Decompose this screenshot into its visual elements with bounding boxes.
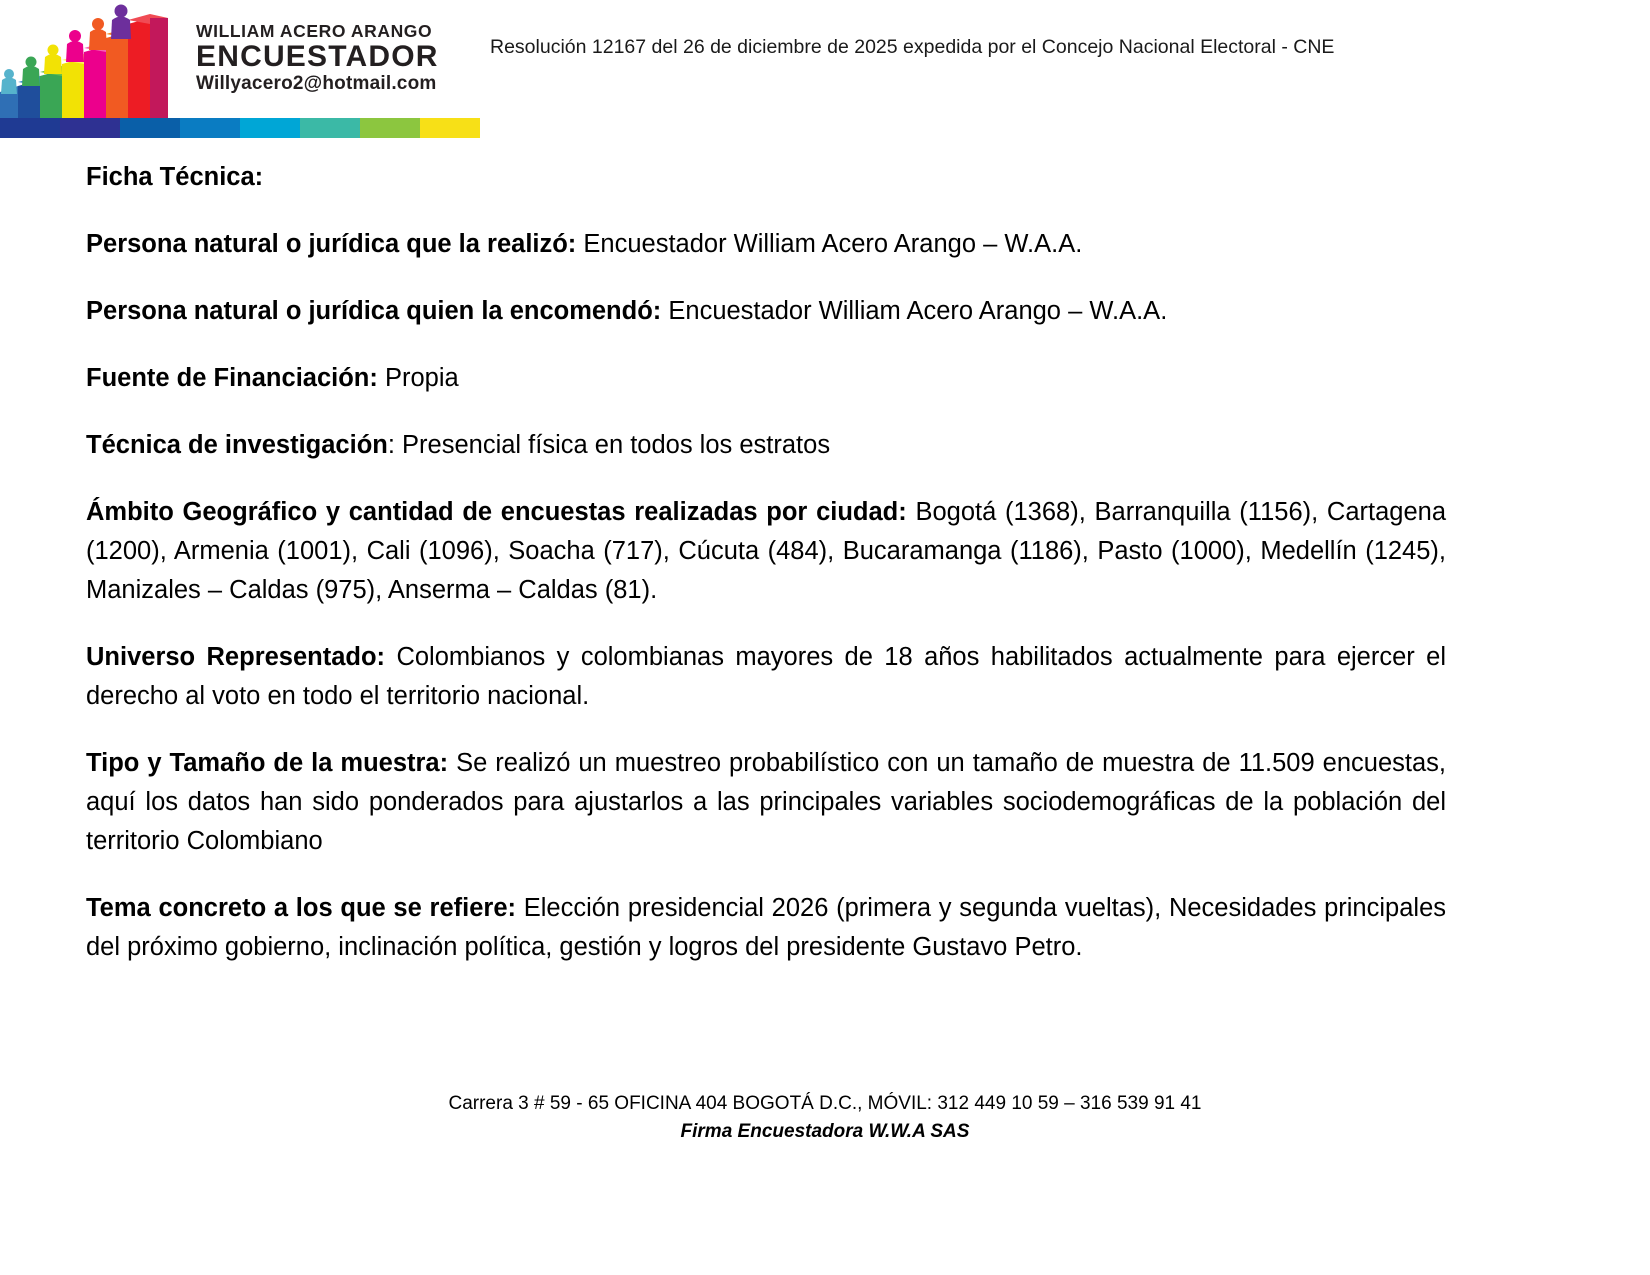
field-muestra — [86, 744, 1446, 861]
field-realizo-label: Persona natural o jurídica que la realizó: — [86, 230, 577, 258]
field-tecnica-value: : Presencial física en todos los estratos — [387, 431, 831, 459]
color-bar-segment — [0, 118, 60, 138]
field-ambito-value: Bogotá (1368), Barranquilla (1156), Cartagena (1200), Armenia (1001), Cali (1096), Soacha (717), Cúcuta (484), Bucaramanga (1186), Pasto (1000), Medellín (1245), Manizales – Caldas (975), Anserma – Caldas (81). — [86, 498, 1446, 604]
field-universo-value: Colombianos y colombianas mayores de 18 años habilitados actualmente para ejercer el derecho al voto en todo el territorio nacional. — [86, 643, 1446, 710]
field-tema-value: Elección presidencial 2026 (primera y segunda vueltas), Necesidades principales del próximo gobierno, inclinación política, gestión y logros del presidente Gustavo Petro. — [86, 894, 1446, 961]
field-encomendo-value: Encuestador William Acero Arango – W.A.A. — [661, 297, 1168, 325]
brand-email: Willyacero2@hotmail.com — [196, 73, 437, 95]
document-body — [86, 158, 1446, 995]
color-bar-segment — [120, 118, 180, 138]
page-header — [0, 0, 1650, 140]
color-bar-segment — [240, 118, 300, 138]
field-universo — [86, 638, 1446, 716]
resolution-text: Resolución 12167 del 26 de diciembre de 2025 expedida por el Concejo Nacional Electoral - CNE — [490, 36, 1335, 58]
color-bar-segment — [360, 118, 420, 138]
field-realizo — [86, 225, 1446, 264]
color-bar-segment — [180, 118, 240, 138]
field-tecnica-label: Técnica de investigación — [86, 431, 388, 459]
field-tecnica — [86, 426, 1446, 465]
field-ambito-label: Ámbito Geográfico y cantidad de encuestas realizadas por ciudad: — [86, 498, 907, 526]
page-title — [86, 158, 1446, 197]
field-muestra-value: Se realizó un muestreo probabilístico con un tamaño de muestra de 11.509 encuestas, aquí los datos han sido ponderados para ajustarlos a las principales variables sociodemográficas de la población del territorio Colombiano — [86, 749, 1446, 855]
field-tema — [86, 889, 1446, 967]
field-tema-label: Tema concreto a los que se refiere: — [86, 894, 516, 922]
letterhead-color-bar — [0, 118, 480, 138]
color-bar-segment — [300, 118, 360, 138]
field-financiacion-value: Propia — [377, 364, 459, 392]
field-encomendo — [86, 292, 1446, 331]
color-bar-segment — [60, 118, 120, 138]
people-on-ascending-bars-logo — [0, 0, 175, 120]
field-muestra-label: Tipo y Tamaño de la muestra: — [86, 749, 449, 777]
color-bar-segment — [420, 118, 480, 138]
field-financiacion — [86, 359, 1446, 398]
page-title-text: Ficha Técnica: — [86, 163, 264, 191]
footer-firm-name: Firma Encuestadora W.W.A SAS — [680, 1121, 970, 1142]
field-realizo-value: Encuestador William Acero Arango – W.A.A. — [576, 230, 1083, 258]
brand-text-block — [196, 22, 471, 95]
field-universo-label: Universo Representado: — [86, 643, 386, 671]
field-encomendo-label: Persona natural o jurídica quien la encomendó: — [86, 297, 662, 325]
brand-name: WILLIAM ACERO ARANGO — [196, 21, 433, 41]
footer-address: Carrera 3 # 59 - 65 OFICINA 404 BOGOTÁ D.C., MÓVIL: 312 449 10 59 – 316 539 91 41 — [448, 1093, 1202, 1114]
field-financiacion-label: Fuente de Financiación: — [86, 364, 378, 392]
page-footer — [0, 1090, 1650, 1146]
letterhead-logo-block — [0, 0, 480, 138]
field-ambito — [86, 493, 1446, 610]
brand-role: ENCUESTADOR — [196, 40, 439, 74]
